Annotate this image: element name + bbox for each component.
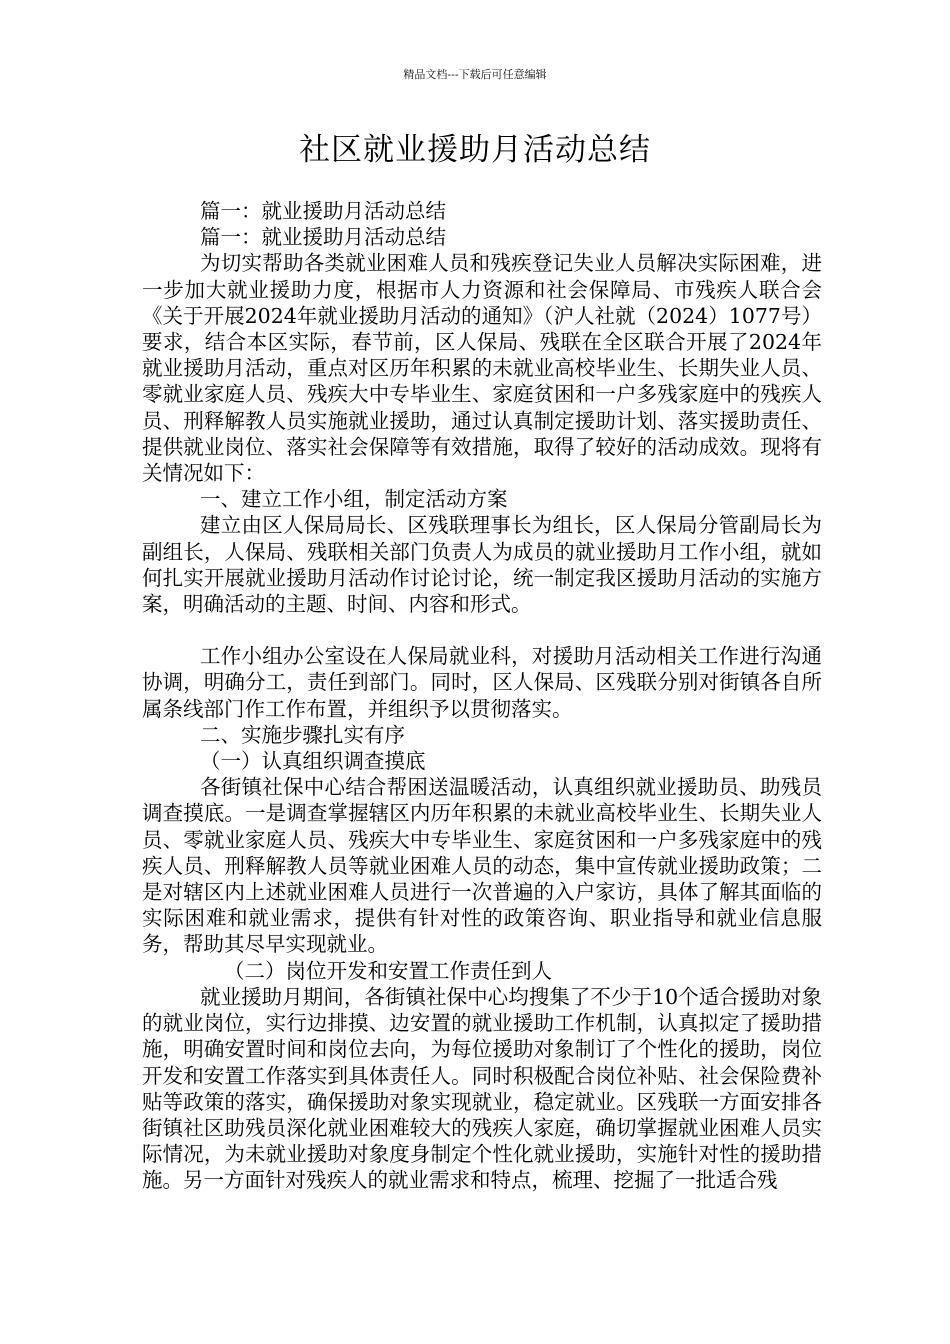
subsection-heading: （二）岗位开发和安置工作责任到人 bbox=[224, 958, 552, 983]
subsection-heading: （一）认真组织调查摸底 bbox=[200, 749, 426, 774]
paragraph: 建立由区人保局局长、区残联理事长为组长，区人保局分管副局长为副组长，人保局、残联相关部门负责人为成员的就业援助月工作小组，就如何扎实开展就业援助月活动作讨论讨论，统一制定我区援助月活动的实施方案，明确活动的主题、时间、内容和形式。 bbox=[142, 513, 822, 617]
section-heading: 一、建立工作小组，制定活动方案 bbox=[200, 487, 508, 512]
document-body bbox=[142, 198, 822, 1194]
section-heading: 二、实施步骤扎实有序 bbox=[200, 722, 405, 747]
document-title: 社区就业援助月活动总结 bbox=[299, 132, 651, 168]
paragraph: 各街镇社保中心结合帮困送温暖活动，认真组织就业援助员、助残员调查摸底。一是调查掌握辖区内历年积累的未就业高校毕业生、长期失业人员、零就业家庭人员、残疾大中专毕业生、家庭贫困和一户多残家庭中的残疾人员、刑释解教人员等就业困难人员的动态，集中宣传就业援助政策；二是对辖区内上述就业困难人员进行一次普遍的入户家访，具体了解其面临的实际困难和就业需求，提供有针对性的政策咨询、职业指导和就业信息服务，帮助其尽早实现就业。 bbox=[142, 775, 822, 957]
paragraph: 工作小组办公室设在人保局就业科，对援助月活动相关工作进行沟通协调，明确分工，责任到部门。同时，区人保局、区残联分别对街镇各自所属条线部门作工作布置，并组织予以贯彻落实。 bbox=[142, 644, 822, 721]
section-heading: 篇一：就业援助月活动总结 bbox=[200, 199, 446, 223]
section-heading: 篇一：就业援助月活动总结 bbox=[200, 225, 446, 250]
header-note: 精品文档---下载后可任意编辑 bbox=[403, 68, 547, 81]
paragraph: 就业援助月期间，各街镇社保中心均搜集了不少于10个适合援助对象的就业岗位，实行边排摸、边安置的就业援助工作机制，认真拟定了援助措施，明确安置时间和岗位去向，为每位援助对象制订了个性化的援助，岗位开发和安置工作落实到具体责任人。同时积极配合岗位补贴、社会保险费补贴等政策的落实，确保援助对象实现就业，稳定就业。区残联一方面安排各街镇社区助残员深化就业困难较大的残疾人家庭，确切掌握就业困难人员实际情况，为未就业援助对象度身制定个性化就业援助，实施针对性的援助措施。另一方面针对残疾人的就业需求和特点，梳理、挖掘了一批适合残 bbox=[142, 984, 822, 1193]
paragraph: 为切实帮助各类就业困难人员和残疾登记失业人员解决实际困难，进一步加大就业援助力度，根据市人力资源和社会保障局、市残疾人联合会《关于开展2024年就业援助月活动的通知》（沪人社就（2024）1077号）要求，结合本区实际，春节前，区人保局、残联在全区联合开展了2024年就业援助月活动，重点对区历年积累的未就业高校毕业生、长期失业人员、零就业家庭人员、残疾大中专毕业生、家庭贫困和一户多残家庭中的残疾人员、刑释解教人员实施就业援助，通过认真制定援助计划、落实援助责任、提供就业岗位、落实社会保障等有效措施，取得了较好的活动成效。现将有关情况如下： bbox=[142, 251, 822, 486]
paragraph-gap bbox=[142, 617, 822, 643]
